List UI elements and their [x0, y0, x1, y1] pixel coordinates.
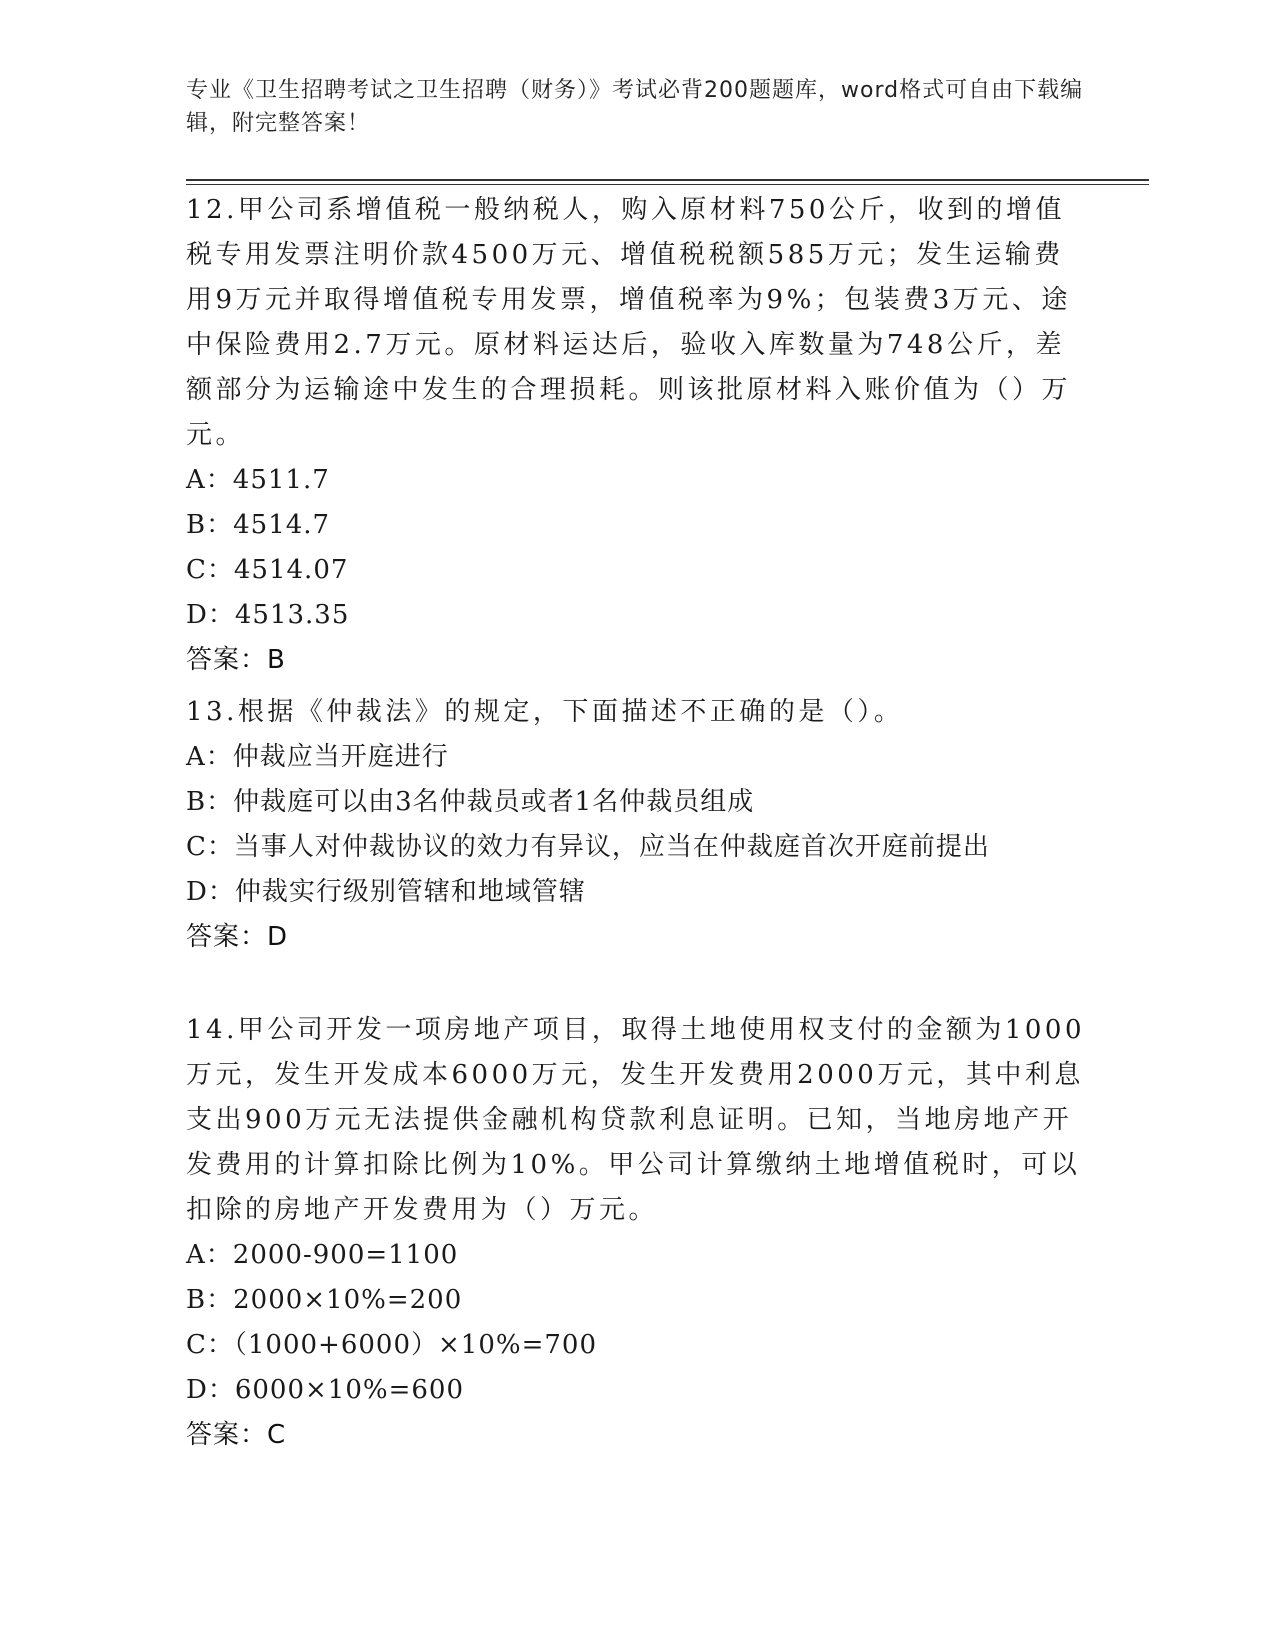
question-13: [186, 690, 1086, 960]
question-stem: 13.根据《仲裁法》的规定，下面描述不正确的是（）。: [186, 697, 904, 727]
header-rule-thick: [186, 179, 1149, 181]
option-d: D：4513.35: [186, 600, 350, 630]
question-14: [186, 1008, 1086, 1458]
option-c: C：（1000+6000）×10%=700: [186, 1330, 598, 1360]
answer-line: 答案：C: [186, 1420, 287, 1450]
option-c: C：4514.07: [186, 555, 349, 585]
option-d: D：仲裁实行级别管辖和地域管辖: [186, 877, 586, 907]
option-a: A：2000-900=1100: [186, 1240, 459, 1270]
option-a: A：仲裁应当开庭进行: [186, 742, 449, 772]
option-b: B：4514.7: [186, 510, 331, 540]
option-c: C：当事人对仲裁协议的效力有异议，应当在仲裁庭首次开庭前提出: [186, 832, 990, 862]
option-d: D：6000×10%=600: [186, 1375, 464, 1405]
question-stem: 14.甲公司开发一项房地产项目，取得土地使用权支付的金额为1000万元，发生开发成本6000万元，发生开发费用2000万元，其中利息支出900万元无法提供金融机构贷款利息证明。已知，当地房地产开发费用的计算扣除比例为10%。甲公司计算缴纳土地增值税时，可以扣除的房地产开发费用为（）万元。: [186, 1015, 1086, 1225]
document-header: 专业《卫生招聘考试之卫生招聘（财务）》考试必背200题题库，word格式可自由下载编辑，附完整答案！: [186, 78, 1084, 136]
question-stem: 12.甲公司系增值税一般纳税人，购入原材料750公斤，收到的增值税专用发票注明价款4500万元、增值税税额585万元；发生运输费用9万元并取得增值税专用发票，增值税率为9%；包装费3万元、途中保险费用2.7万元。原材料运达后，验收入库数量为748公斤，差额部分为运输途中发生的合理损耗。则该批原材料入账价值为（）万元。: [186, 195, 1072, 450]
option-a: A：4511.7: [186, 465, 330, 495]
answer-line: 答案：D: [186, 922, 289, 952]
answer-line: 答案：B: [186, 645, 286, 675]
question-12: [186, 188, 1086, 683]
header-rule-thin: [186, 184, 1149, 185]
option-b: B：仲裁庭可以由3名仲裁员或者1名仲裁员组成: [186, 787, 755, 817]
option-b: B：2000×10%=200: [186, 1285, 463, 1315]
